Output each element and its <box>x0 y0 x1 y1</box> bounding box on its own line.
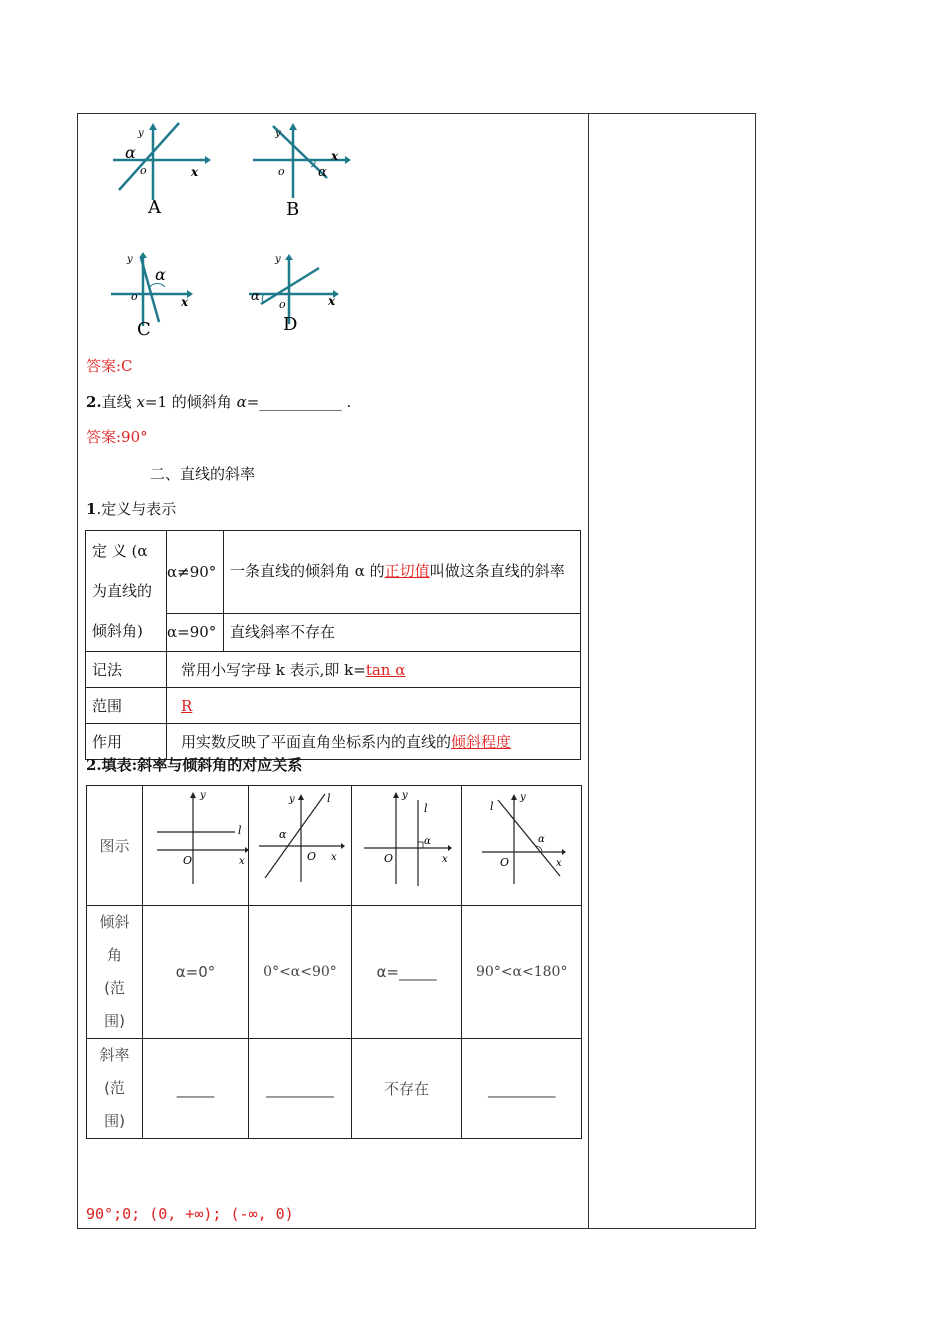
svg-text:l: l <box>327 792 331 805</box>
figure-d-x: x <box>328 294 336 308</box>
svg-text:y: y <box>200 790 206 801</box>
use-value: 用实数反映了平面直角坐标系内的直线的倾斜程度 <box>167 724 581 760</box>
svg-text:O: O <box>384 852 394 865</box>
column-divider <box>588 114 589 1228</box>
notation-label: 记法 <box>86 652 167 688</box>
figure-d-alpha: α <box>251 289 260 304</box>
figure-a-alpha: α <box>125 143 136 162</box>
fill-fig-1 <box>143 786 249 906</box>
figure-c-o: o <box>131 290 138 303</box>
figure-b-o: o <box>278 165 285 178</box>
svg-text:O: O <box>499 856 509 869</box>
def-cond1: α≠90° <box>167 531 224 614</box>
fill-slope-1: _____ <box>143 1039 249 1139</box>
def-label: 定 义 (α 为直线的倾斜角) <box>86 531 167 652</box>
subsection-1: 1.定义与表示 <box>86 500 177 518</box>
figure-d-o: o <box>279 298 286 311</box>
fill-table <box>86 785 582 1139</box>
range-value: R <box>167 688 581 724</box>
svg-text:x: x <box>555 858 562 869</box>
figure-b-label: B <box>286 199 300 218</box>
figure-c-x: x <box>181 295 189 309</box>
figure-a-x: x <box>191 165 199 179</box>
figure-b-y: y <box>275 128 281 139</box>
figure-c <box>105 250 215 340</box>
figure-b <box>245 118 355 218</box>
figure-b-alpha: α <box>318 165 327 180</box>
figure-b-x: x <box>331 149 339 163</box>
def-desc2: 直线斜率不存在 <box>224 613 581 652</box>
q1-answer: 答案:C <box>86 357 133 375</box>
fill-slope-2: _________ <box>249 1039 352 1139</box>
fill-angle-1: α=0° <box>143 906 249 1039</box>
fill-angle-3: α=_____ <box>352 906 462 1039</box>
section-title: 二、直线的斜率 <box>150 465 256 483</box>
notation-value: 常用小写字母 k 表示,即 k=tan α <box>167 652 581 688</box>
figure-a-label: A <box>148 197 161 218</box>
svg-text:α: α <box>537 834 545 845</box>
fill-fig-3 <box>352 786 462 906</box>
svg-text:l: l <box>238 824 242 837</box>
figure-d <box>245 250 355 340</box>
subsection-2: 2.填表:斜率与倾斜角的对应关系 <box>86 756 303 774</box>
figure-a-o: o <box>140 164 147 177</box>
q2-answer: 答案:90° <box>86 428 148 446</box>
svg-text:l: l <box>489 800 494 813</box>
fill-angle-4: 90°<α<180° <box>462 906 582 1039</box>
svg-text:x: x <box>442 854 448 865</box>
svg-text:x: x <box>239 856 245 867</box>
fill-fig-2 <box>249 786 352 906</box>
fill-angle-2: 0°<α<90° <box>249 906 352 1039</box>
definition-table <box>85 530 581 760</box>
use-label: 作用 <box>86 724 167 760</box>
figure-c-alpha: α <box>155 265 166 284</box>
svg-text:α: α <box>279 828 287 841</box>
range-label: 范围 <box>86 688 167 724</box>
svg-text:y: y <box>519 792 526 803</box>
svg-text:l: l <box>424 802 428 815</box>
def-cond2: α=90° <box>167 613 224 652</box>
figure-d-y: y <box>275 254 281 265</box>
figure-c-label: C <box>137 319 151 340</box>
fill-row1-label: 图示 <box>87 786 143 906</box>
fill-row3-label: 斜率(范围) <box>87 1039 143 1139</box>
svg-text:O: O <box>307 850 317 863</box>
svg-text:x: x <box>331 852 337 863</box>
fill-row2-label: 倾斜角(范围) <box>87 906 143 1039</box>
fill-slope-4: _________ <box>462 1039 582 1139</box>
svg-text:y: y <box>289 794 295 805</box>
fill-slope-3: 不存在 <box>352 1039 462 1139</box>
final-answer: 90°;0; (0, +∞); (-∞, 0) <box>86 1205 294 1223</box>
fill-fig-4 <box>462 786 582 906</box>
figure-c-y: y <box>127 254 133 265</box>
figure-a <box>105 118 215 218</box>
question-2: 2.直线 x=1 的倾斜角 α=___________ . <box>86 393 352 411</box>
svg-text:O: O <box>183 854 193 867</box>
figure-a-y: y <box>138 128 144 139</box>
svg-text:α: α <box>424 836 431 847</box>
figure-d-label: D <box>283 314 298 335</box>
def-desc1: 一条直线的倾斜角 α 的正切值叫做这条直线的斜率 <box>224 531 581 614</box>
svg-text:y: y <box>402 790 408 801</box>
